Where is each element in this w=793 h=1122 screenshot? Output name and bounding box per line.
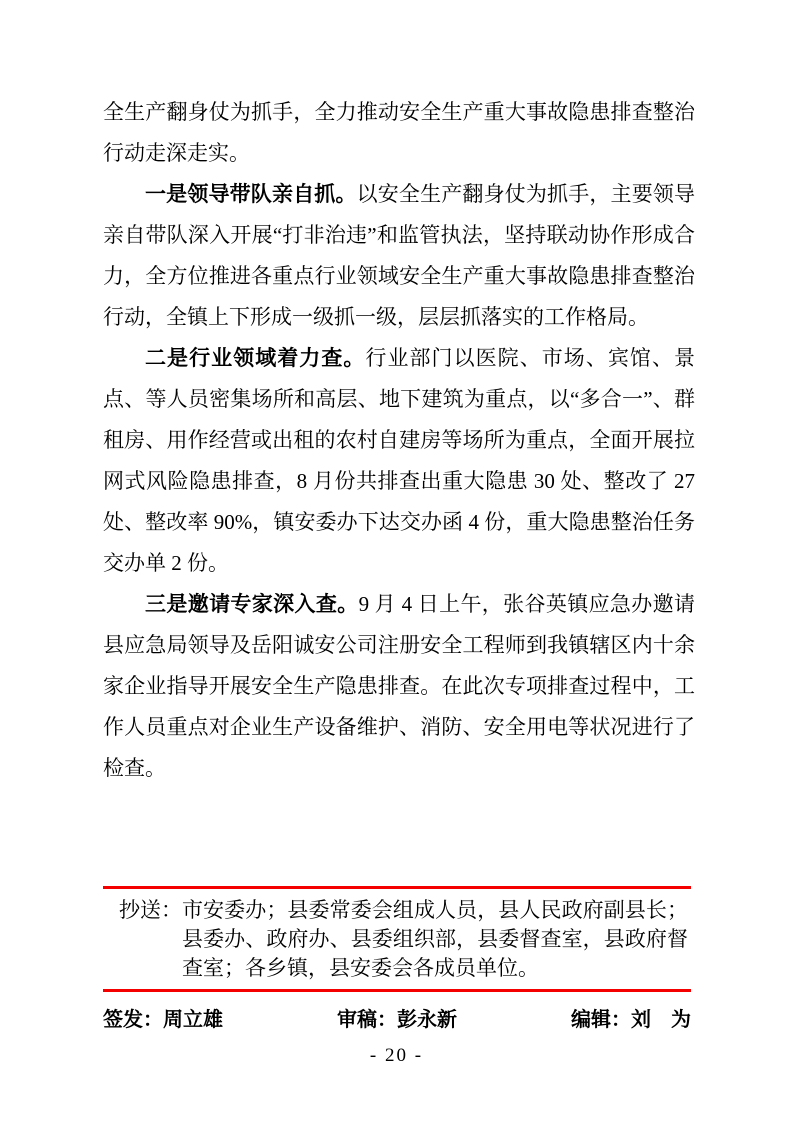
opening-paragraph: 全生产翻身仗为抓手，全力推动安全生产重大事故隐患排查整治行动走深走实。	[103, 100, 695, 165]
paragraph-industry-text: 行业部门以医院、市场、宾馆、景点、等人员密集场所和高层、地下建筑为重点，以“多合一”、群租房、用作经营或出租的农村自建房等场所为重点，全面开展拉网式风险隐患排查，8 月份共排查出重大隐患 30 处、整改了 27 处、整改率 90%，镇安委办下达交办函 4 份，重大隐患整治任务交办单 2 份。	[103, 346, 696, 575]
cc-label: 抄送：	[119, 898, 182, 922]
editor-name: 刘 为	[631, 1009, 691, 1031]
paragraph-industry-heading: 二是行业领域着力查。	[145, 346, 366, 370]
cc-section	[103, 886, 691, 992]
paragraph-leadership-heading: 一是领导带队亲自抓。	[145, 182, 357, 206]
reviewer-name: 彭永新	[397, 1009, 457, 1031]
issuer-name: 周立雄	[163, 1009, 223, 1031]
paragraph-experts-heading: 三是邀请专家深入查。	[145, 592, 359, 616]
paragraph-experts	[103, 584, 695, 789]
reviewer-label: 审稿：	[337, 1009, 397, 1031]
editor-label: 编辑：	[571, 1009, 631, 1031]
paragraph-leadership-text: 以安全生产翻身仗为抓手，主要领导亲自带队深入开展“打非治违”和监管执法，坚持联动协作形成合力，全方位推进各重点行业领域安全生产重大事故隐患排查整治行动，全镇上下形成一级抓一级，层层抓落实的工作格局。	[103, 182, 696, 329]
paragraph-industry	[103, 338, 695, 584]
paragraph-leadership	[103, 174, 695, 338]
cc-recipients: 市安委办；县委常委会组成人员，县人民政府副县长；县委办、政府办、县委组织部，县委督查室，县政府督查室；各乡镇，县安委会各成员单位。	[182, 898, 688, 980]
editor-item	[571, 1007, 691, 1033]
issuer-item	[103, 1007, 223, 1033]
reviewer-item	[337, 1007, 457, 1033]
paragraph-experts-text: 9 月 4 日上午，张谷英镇应急办邀请县应急局领导及岳阳诚安公司注册安全工程师到我镇辖区内十余家企业指导开展安全生产隐患排查。在此次专项排查过程中，工作人员重点对企业生产设备维护、消防、安全用电等状况进行了检查。	[103, 592, 696, 780]
signoff-row	[103, 1007, 691, 1033]
issuer-label: 签发：	[103, 1009, 163, 1031]
body-text	[103, 92, 695, 789]
page-number: - 20 -	[369, 1045, 424, 1066]
